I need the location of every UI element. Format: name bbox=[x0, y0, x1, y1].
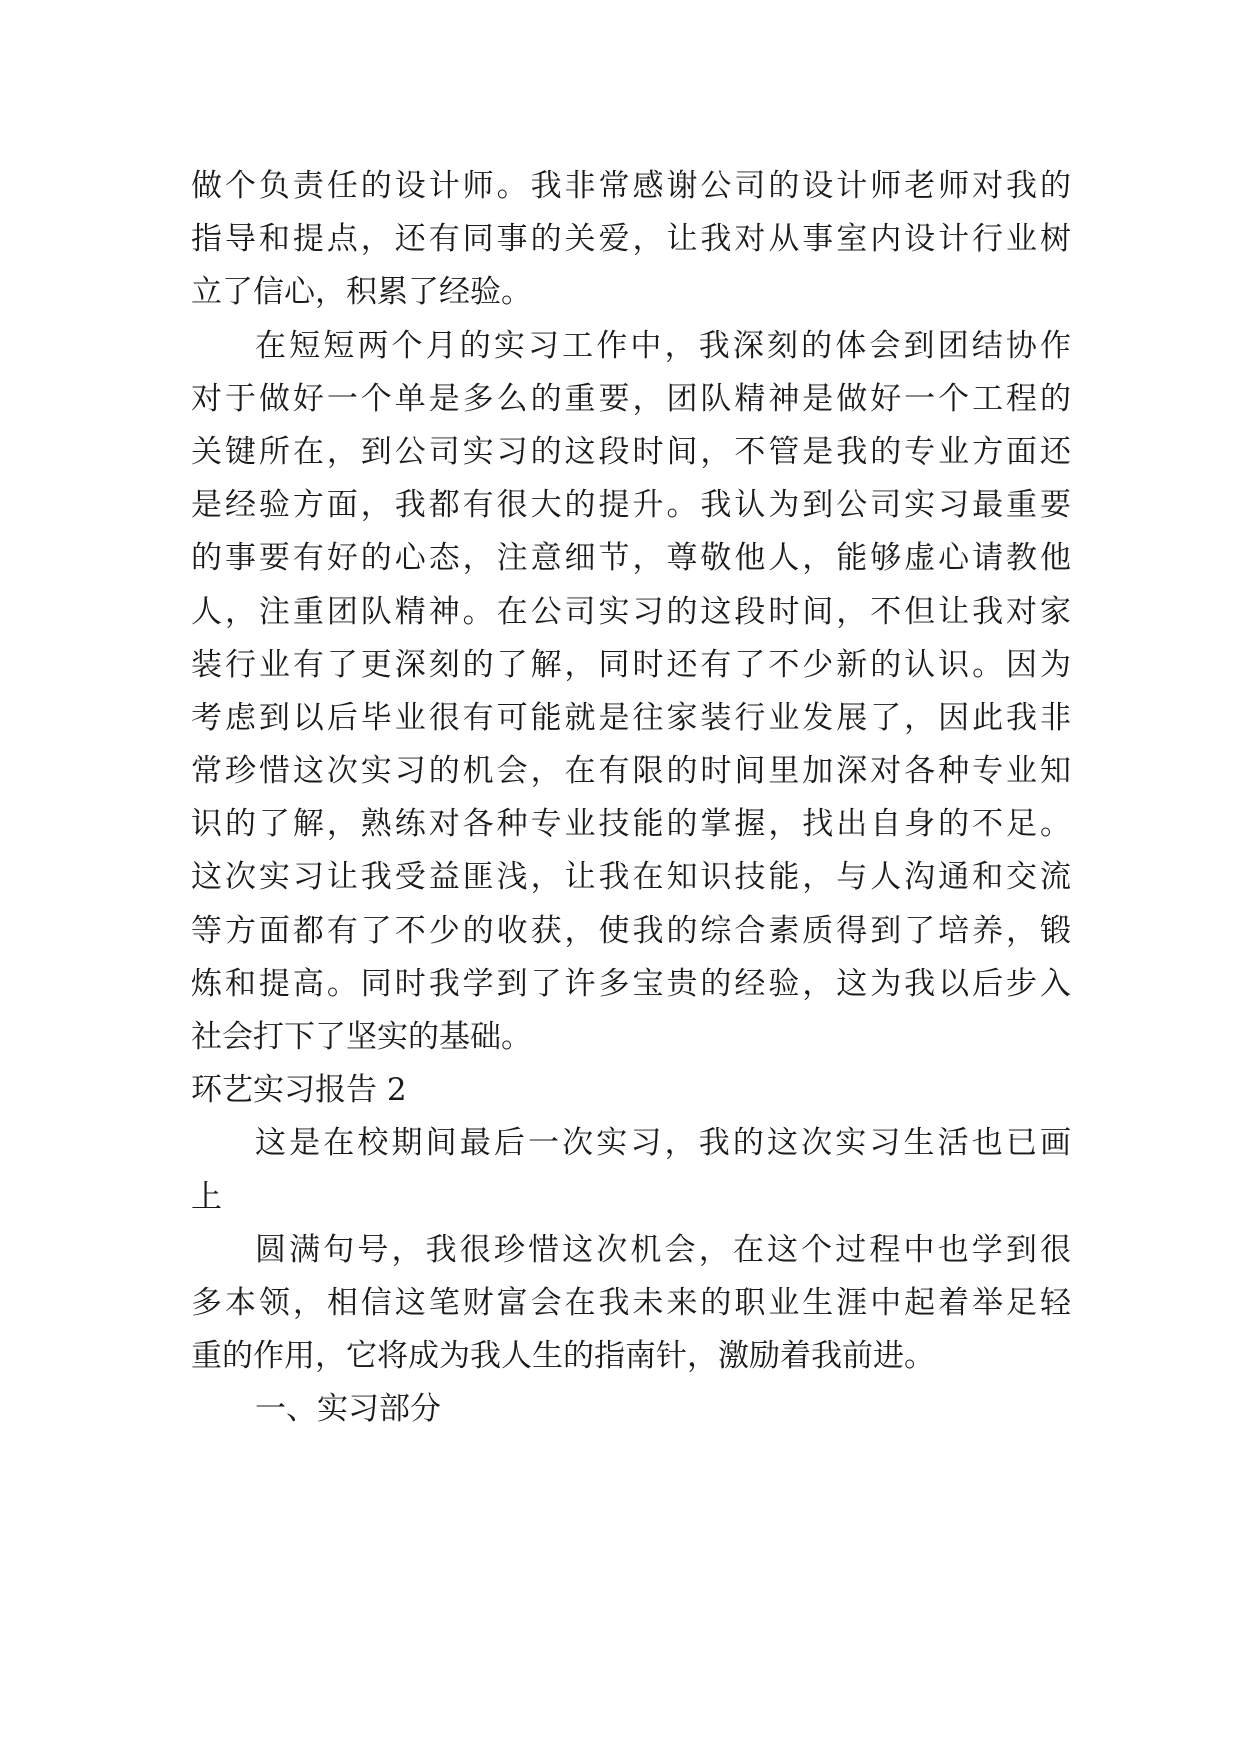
section-heading: 环艺实习报告 2 bbox=[191, 1072, 407, 1109]
text-line: 人，注重团队精神。在公司实习的这段时间，不但让我对家 bbox=[191, 593, 1071, 630]
text-line: 常珍惜这次实习的机会，在有限的时间里加深对各种专业知 bbox=[191, 753, 1071, 790]
text-line: 这是在校期间最后一次实习，我的这次实习生活也已画 bbox=[255, 1125, 1071, 1162]
text-line: 是经验方面，我都有很大的提升。我认为到公司实习最重要 bbox=[191, 487, 1071, 524]
text-line: 做个负责任的设计师。我非常感谢公司的设计师老师对我的 bbox=[191, 168, 1071, 204]
text-line: 社会打下了坚实的基础。 bbox=[191, 1019, 532, 1055]
text-line: 对于做好一个单是多么的重要，团队精神是做好一个工程的 bbox=[191, 380, 1071, 417]
text-line: 圆满句号，我很珍惜这次机会，在这个过程中也学到很 bbox=[255, 1231, 1071, 1268]
text-line: 识的了解，熟练对各种专业技能的掌握，找出自身的不足。 bbox=[191, 806, 1071, 843]
text-line: 装行业有了更深刻的了解，同时还有了不少新的认识。因为 bbox=[191, 646, 1071, 683]
text-line: 关键所在，到公司实习的这段时间，不管是我的专业方面还 bbox=[191, 433, 1071, 470]
text-line: 考虑到以后毕业很有可能就是往家装行业发展了，因此我非 bbox=[191, 699, 1071, 736]
document-body bbox=[191, 160, 1071, 1437]
text-line: 指导和提点，还有同事的关爱，让我对从事室内设计行业树 bbox=[191, 221, 1071, 258]
text-line: 等方面都有了不少的收获，使我的综合素质得到了培养，锻 bbox=[191, 912, 1071, 949]
text-line: 上 bbox=[191, 1178, 222, 1215]
text-line: 多本领，相信这笔财富会在我未来的职业生涯中起着举足轻 bbox=[191, 1284, 1071, 1321]
text-line: 在短短两个月的实习工作中，我深刻的体会到团结协作 bbox=[255, 327, 1071, 364]
text-line: 炼和提高。同时我学到了许多宝贵的经验，这为我以后步入 bbox=[191, 965, 1071, 1002]
text-line: 立了信心，积累了经验。 bbox=[191, 274, 532, 311]
text-line: 重的作用，它将成为我人生的指南针，激励着我前进。 bbox=[191, 1338, 935, 1375]
subsection-heading: 一、实习部分 bbox=[255, 1391, 441, 1428]
text-line: 这次实习让我受益匪浅，让我在知识技能，与人沟通和交流 bbox=[191, 859, 1071, 896]
text-line: 的事要有好的心态，注意细节，尊敬他人，能够虚心请教他 bbox=[191, 540, 1071, 577]
